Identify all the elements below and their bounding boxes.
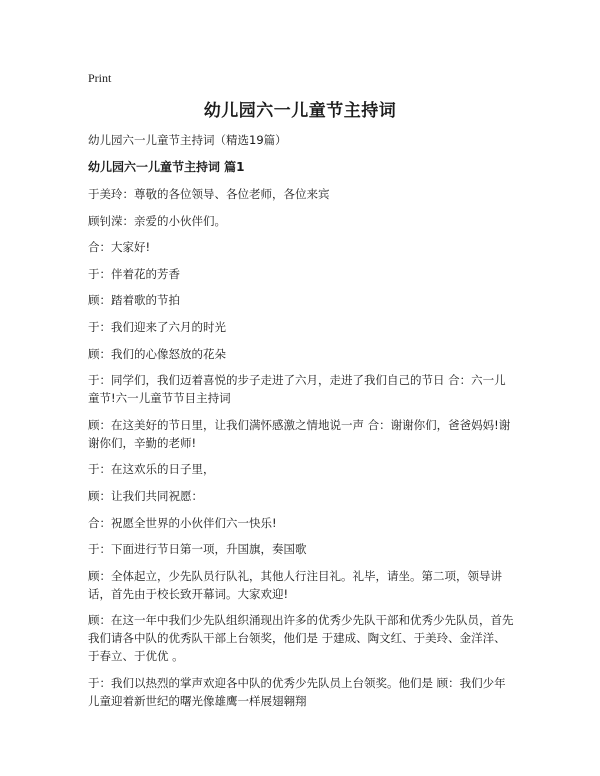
document-subtitle: 幼儿园六一儿童节主持词（精选19篇） [88,133,287,147]
paragraph: 顾：在这美好的节日里，让我们满怀感激之情地说一声 合：谢谢你们，爸爸妈妈!谢谢你们，辛勤的老师! [88,417,511,450]
paragraph: 顾钊溁：亲爱的小伙伴们。 [88,213,226,228]
paragraph: 于：伴着花的芳香 [88,266,180,281]
paragraph: 顾：在这一年中我们少先队组织涌现出许多的优秀少先队干部和优秀少先队员，首先我们请各中队的优秀队干部上台领奖，他们是 于建成、陶文红、于美玲、金洋洋、于春立、于优优 。 [88,613,514,664]
paragraph: 于：我们迎来了六月的时光 [88,319,226,334]
paragraph: 于：同学们，我们迈着喜悦的步子走进了六月，走进了我们自己的节日 合：六一儿童节!六一儿童节节目主持词 [88,373,506,406]
document-body [88,131,516,719]
paragraph: 于：下面进行节日第一项，升国旗，奏国歌 [88,542,307,557]
paragraph: 于：在这欢乐的日子里， [88,462,215,477]
paragraph: 于美玲：尊敬的各位领导、各位老师，各位来宾 [88,187,330,201]
page-title: 幼儿园六一儿童节主持词 [203,101,397,121]
paragraph: 顾：全体起立，少先队员行队礼，其他人行注目礼。礼毕，请坐。第二项，领导讲话，首先由于校长致开幕词。大家欢迎! [88,568,502,601]
paragraph: 于：我们以热烈的掌声欢迎各中队的优秀少先队员上台领奖。他们是 顾：我们少年儿童迎着新世纪的曙光像雄鹰一样展翅翱翔 [88,675,506,708]
paragraph: 合：祝愿全世界的小伙伴们六一快乐! [88,515,277,530]
section-heading: 幼儿园六一儿童节主持词 篇1 [88,160,245,174]
paragraph: 顾：我们的心像怒放的花朵 [88,346,226,361]
paragraph: 合：大家好! [88,240,151,255]
paragraph: 顾：踏着歌的节拍 [88,293,180,308]
paragraph: 顾：让我们共同祝愿： [88,488,203,503]
print-link[interactable]: Print [88,71,112,85]
